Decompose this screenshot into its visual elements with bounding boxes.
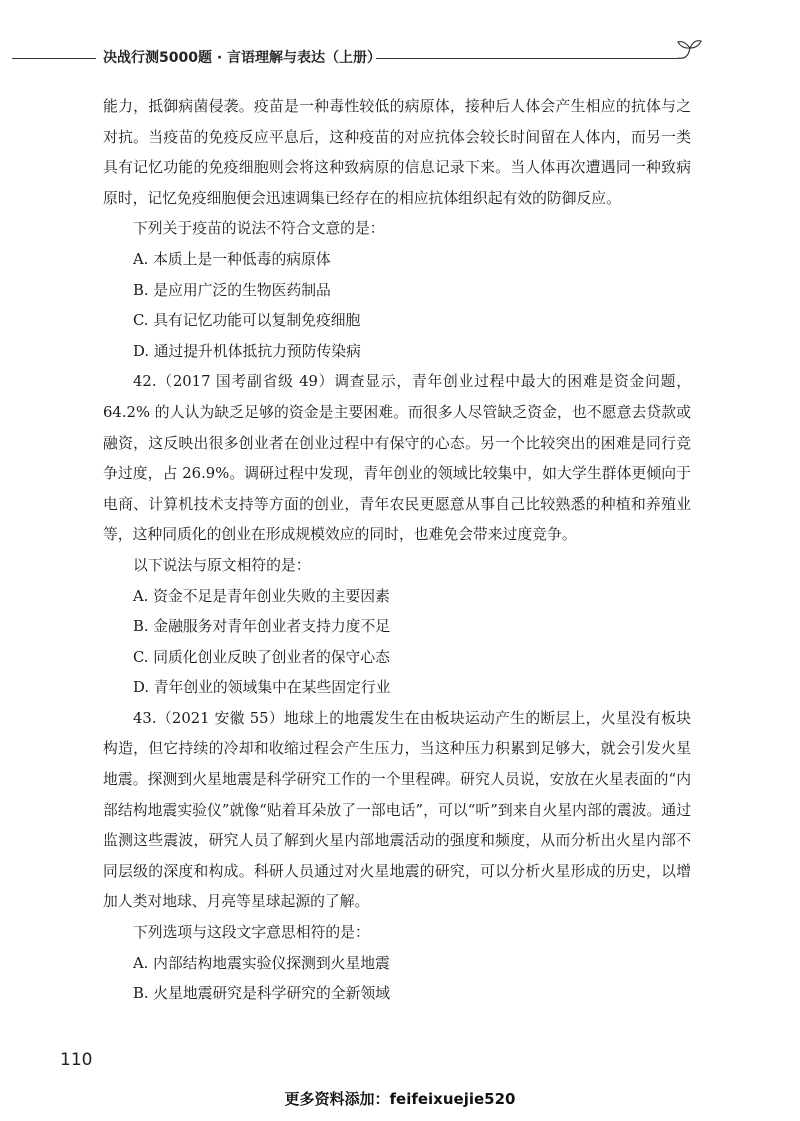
option-d: D. 通过提升机体抵抗力预防传染病 bbox=[133, 342, 361, 360]
option-a: A. 内部结构地震实验仪探测到火星地震 bbox=[133, 954, 390, 972]
book-title: 决战行测5000题 · 言语理解与表达（上册） bbox=[103, 50, 382, 66]
option-a: A. 资金不足是青年创业失败的主要因素 bbox=[133, 587, 390, 605]
option-c: C. 具有记忆功能可以复制免疫细胞 bbox=[133, 312, 361, 330]
page-number: 110 bbox=[60, 1050, 93, 1070]
option-b: B. 是应用广泛的生物医药制品 bbox=[133, 281, 331, 299]
page-body bbox=[103, 92, 691, 1010]
header-rule-right bbox=[376, 58, 678, 59]
paragraph-continuation: 能力，抵御病菌侵袭。疫苗是一种毒性较低的病原体，接种后人体会产生相应的抗体与之对抗。当疫苗的免疫反应平息后，这种疫苗的对应抗体会较长时间留在人体内，而另一类具有记忆功能的免疫细胞则会将这种致病原的信息记录下来。当人体再次遭遇同一种致病原时，记忆免疫细胞便会迅速调集已经存在的相应抗体组织起有效的防御反应。 bbox=[103, 98, 691, 207]
option-b: B. 金融服务对青年创业者支持力度不足 bbox=[133, 618, 391, 636]
sprout-icon bbox=[674, 36, 704, 64]
question-42-passage: 42.（2017 国考副省级 49）调查显示，青年创业过程中最大的困难是资金问题，64.2% 的人认为缺乏足够的资金是主要困难。而很多人尽管缺乏资金，也不愿意去贷款或融资，这反映出很多创业者在创业过程中有保守的心态。另一个比较突出的困难是同行竞争过度，占 26.9%。调研过程中发现，青年创业的领域比较集中，如大学生群体更倾向于电商、计算机技术支持等方面的创业，青年农民更愿意从事自己比较熟悉的种植和养殖业等，这种同质化的创业在形成规模效应的同时，也难免会带来过度竞争。 bbox=[103, 373, 691, 544]
question-stem: 下列选项与这段文字意思相符的是： bbox=[133, 924, 370, 942]
running-header bbox=[0, 44, 800, 74]
question-43-passage: 43.（2021 安徽 55）地球上的地震发生在由板块运动产生的断层上，火星没有板块构造，但它持续的冷却和收缩过程会产生压力，当这种压力积累到足够大，就会引发火星地震。探测到火星地震是科学研究工作的一个里程碑。研究人员说，安放在火星表面的“内部结构地震实验仪”就像“贴着耳朵放了一部电话”，可以“听”到来自火星内部的震波。通过监测这些震波，研究人员了解到火星内部地震活动的强度和频度，从而分析出火星内部不同层级的深度和构成。科研人员通过对火星地震的研究，可以分析火星形成的历史，以增加人类对地球、月亮等星球起源的了解。 bbox=[103, 709, 691, 911]
question-stem: 以下说法与原文相符的是： bbox=[133, 556, 311, 574]
option-c: C. 同质化创业反映了创业者的保守心态 bbox=[133, 648, 390, 666]
footer-note: 更多资料添加：feifeixuejie520 bbox=[284, 1090, 516, 1108]
option-b: B. 火星地震研究是科学研究的全新领域 bbox=[133, 985, 391, 1003]
option-a: A. 本质上是一种低毒的病原体 bbox=[133, 250, 331, 268]
option-d: D. 青年创业的领域集中在某些固定行业 bbox=[133, 679, 391, 697]
question-stem: 下列关于疫苗的说法不符合文意的是： bbox=[133, 220, 385, 238]
header-rule-left bbox=[12, 58, 96, 59]
